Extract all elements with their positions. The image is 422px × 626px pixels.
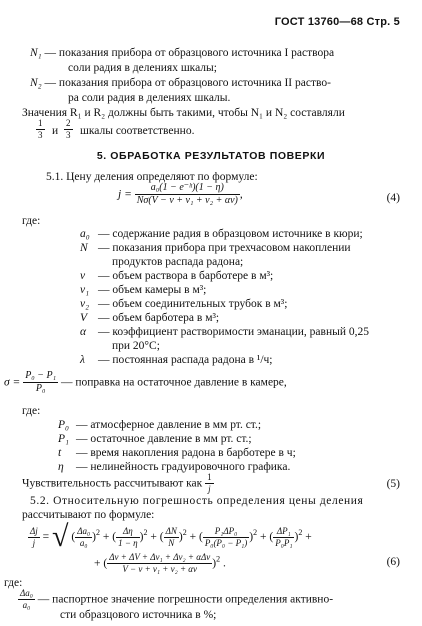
def-a0: a₀ — содержание радия в образцовом источнике в кюри; xyxy=(80,228,363,240)
def-v1: v₁ — объем камеры в м³; xyxy=(80,284,207,296)
fraction-one-third: $\frac{1}{3}$ xyxy=(38,118,43,140)
fraction-two-thirds: $\frac{2}{3}$ xyxy=(66,118,71,140)
eq4-lhs: j = xyxy=(118,188,132,201)
def-v2: v₂ — объем соединительных трубок в м³; xyxy=(80,298,288,310)
where-label-1: где: xyxy=(22,215,41,227)
def-delta-a0-text: — паспортное значение погрешности определения активно- xyxy=(37,593,334,606)
values-note-rest: шкалы соответственно. xyxy=(80,125,195,137)
para-5-2-line1: 5.2. Относительную погрешность определения цены деления xyxy=(30,495,364,507)
where-label-3: где: xyxy=(4,577,23,589)
def-n1-cont: соли радия в делениях шкалы; xyxy=(68,62,217,74)
def-vbig: V — объем барботера в м³; xyxy=(80,312,220,324)
def-alpha-cont: при 20°С; xyxy=(112,340,160,352)
def-alpha: α — коэффициент растворимости эманации, равный 0,25 xyxy=(80,326,369,338)
para-5-2-line2: рассчитывают по формуле: xyxy=(22,509,155,521)
eq4-number: (4) xyxy=(386,192,400,204)
sigma-lhs: σ = xyxy=(4,376,21,389)
sigma-fraction: $\frac{\text{P₀ − P₁}}{\text{P₀}}$ xyxy=(25,370,57,394)
sensitivity-fraction: $\frac{1}{j}$ xyxy=(207,472,212,494)
section-title: 5. ОБРАБОТКА РЕЗУЛЬТАТОВ ПОВЕРКИ xyxy=(96,150,326,162)
eq6-number: (6) xyxy=(386,556,400,568)
values-note-text: Значения R₁ и R₂ должны быть такими, чтобы N₁ и N₂ составляли xyxy=(22,107,345,119)
sensitivity-text: Чувствительность рассчитывают как xyxy=(22,477,203,490)
def-text: — показания прибора от образцового источника I раствора xyxy=(44,47,335,59)
def-text: — показания прибора от образцового источника II раство- xyxy=(44,77,331,89)
def-delta-a0-cont: сти образцового источника в %; xyxy=(60,609,217,621)
values-note-and: и xyxy=(52,125,59,137)
def-symbol: N₂ xyxy=(30,77,42,89)
page-header: ГОСТ 13760—68 Стр. 5 xyxy=(274,16,400,28)
equation-6-row1: $\frac{\Delta j}{j}$ = √ ( $\frac{\text{Δa₀}}{\text{a₀}}$ )$^2$ + ( $\frac{\Delta\eta}{1 - \eta}$ )$^2$ + ( $\frac{\Delta N}{N}$ )$^2$ + ( $\frac{\text{P₁ΔP₀}}{\text{P₀(P₀ − P₁)}}$ )$^2$ + ( $\frac{\text{ΔP₁}}{\text{P₀P₁}}$ )$^2$ + xyxy=(30,520,312,553)
equation-6-row2: + ( $\frac{\text{Δv + ΔV + Δv₁ + Δv₂ + αΔv}}{\text{V − v + v₁ + v₂ + αv}}$ )$^2$ . xyxy=(94,552,226,574)
eq5-number: (5) xyxy=(386,478,400,490)
def-lambda: λ — постоянная распада радона в ¹/ч; xyxy=(80,354,273,366)
def-p1: P₁ — остаточное давление в мм рт. ст.; xyxy=(58,433,252,445)
def-n: N — показания прибора при трехчасовом накоплении xyxy=(80,242,351,254)
sigma-equation xyxy=(4,370,287,395)
sigma-text: — поправка на остаточное давление в камере, xyxy=(60,376,287,389)
equation-4 xyxy=(118,182,243,207)
where-label-2: где: xyxy=(22,405,41,417)
eq4-comma: , xyxy=(239,188,243,201)
para-5-1: 5.1. Цену деления определяют по формуле: xyxy=(46,171,258,183)
def-v: v — объем раствора в барботере в м³; xyxy=(80,270,274,282)
def-symbol: N₁ xyxy=(30,47,42,59)
sqrt-sign: √ xyxy=(52,520,69,553)
def-n-cont: продуктов распада радона; xyxy=(112,256,244,268)
def-n1 xyxy=(30,46,334,60)
eq4-numerator: a₀(1 − e⁻ˡᵗ)(1 − η) xyxy=(135,182,240,195)
eq4-denominator: Nσ(V − v + v₁ + v₂ + αv) xyxy=(136,195,238,206)
def-t: t — время накопления радона в барботере в ч; xyxy=(58,447,296,459)
def-eta: η — нелинейность градуировочного графика. xyxy=(58,461,291,473)
def-p0: P₀ — атмосферное давление в мм рт. ст.; xyxy=(58,419,262,431)
sensitivity-line xyxy=(22,472,214,495)
def-n2-cont: ра соли радия в делениях шкалы. xyxy=(68,92,231,104)
eq4-fraction xyxy=(135,182,240,207)
def-delta-a0: $\frac{\text{Δa₀}}{\text{a₀}}$ — паспортное значение погрешности определения активно- xyxy=(20,588,334,610)
def-n2 xyxy=(30,76,331,90)
